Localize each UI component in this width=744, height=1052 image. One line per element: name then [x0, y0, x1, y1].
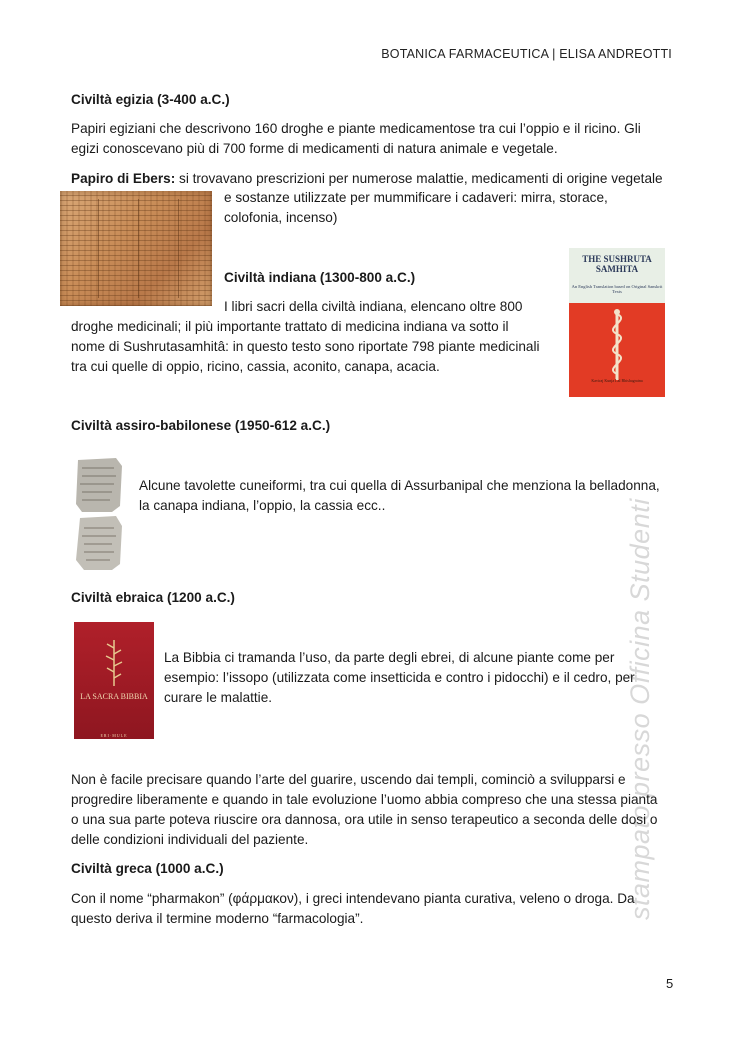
ebers-text: si trovavano prescrizioni per numerose malattie, medicamenti di origine vegetale [175, 171, 663, 186]
general-line-3: o una sua parte poteva riuscire ora dannosa, ora utile in senso terapeutico a seconda delle dosi o [71, 812, 658, 827]
page-header: BOTANICA FARMACEUTICA | ELISA ANDREOTTI [381, 47, 672, 61]
branch-icon [74, 622, 154, 739]
egizia-line-2: egizi conoscevano più di 700 forme di medicamenti di natura animale e vegetale. [71, 141, 558, 156]
bible-book-footer: ERI·MULE [100, 733, 128, 738]
indiana-line-1: I libri sacri della civiltà indiana, elencano oltre 800 [224, 299, 523, 314]
cuneiform-tablets-image [72, 456, 126, 572]
ebraica-line-2: esempio: l’issopo (utilizzata come insetticida e contro i pidocchi) e il cedro, per [164, 670, 635, 685]
section-title-indiana: Civiltà indiana (1300-800 a.C.) [224, 270, 416, 285]
indiana-line-2: droghe medicinali; il più importante trattato di medicina indiana va sotto il [71, 319, 509, 334]
general-line-2: progredire liberamente e quando in tale evoluzione l’uomo abbia compreso che una stessa pianta [71, 792, 658, 807]
sushruta-book-subtitle: An English Translation based on Original Sanskrit Texts [571, 284, 663, 294]
bible-book-cover [74, 622, 154, 739]
section-title-ebraica: Civiltà ebraica (1200 a.C.) [71, 590, 235, 605]
sushruta-book-author: Kaviraj Kunja Lal Bhishagratna [591, 378, 643, 383]
assiro-line-2: la canapa indiana, l’oppio, la cassia ecc.. [139, 498, 386, 513]
indiana-line-3: nome di Sushrutasamhitâ: in questo testo sono riportate 798 piante medicinali [71, 339, 540, 354]
papyrus-image [60, 191, 212, 306]
section-title-assiro: Civiltà assiro-babilonese (1950-612 a.C.) [71, 418, 331, 433]
general-line-1: Non è facile precisare quando l’arte del guarire, uscendo dai templi, cominciò a svilupparsi e [71, 772, 626, 787]
assiro-line-1: Alcune tavolette cuneiformi, tra cui quella di Assurbanipal che menziona la belladonna, [139, 478, 660, 493]
egizia-line-1: Papiri egiziani che descrivono 160 droghe e piante medicamentose tra cui l’oppio e il ricino. Gli [71, 121, 641, 136]
sushruta-book-cover [569, 248, 665, 397]
indiana-line-4: tra cui quelle di oppio, ricino, cassia, aconito, canapa, acacia. [71, 359, 440, 374]
section-title-greca: Civiltà greca (1000 a.C.) [71, 861, 224, 876]
watermark: stampato presso Officina Studenti [625, 498, 655, 920]
ebers-line-2: e sostanze utilizzate per mummificare i cadaveri: mirra, storace, [224, 190, 608, 205]
ebraica-line-3: curare le malattie. [164, 690, 273, 705]
ebers-label: Papiro di Ebers: [71, 171, 176, 186]
sushruta-book-title: THE SUSHRUTA SAMHITA [582, 254, 652, 274]
section-title-egizia: Civiltà egizia (3-400 a.C.) [71, 92, 230, 107]
greca-line-2: questo deriva il termine moderno “farmacologia”. [71, 911, 364, 926]
ebraica-line-1: La Bibbia ci tramanda l’uso, da parte degli ebrei, di alcune piante come per [164, 650, 615, 665]
bible-book-title: LA SACRA BIBBIA [80, 692, 148, 701]
greca-line-1: Con il nome “pharmakon” (φάρμακον), i greci intendevano pianta curativa, veleno o droga. Da [71, 891, 635, 906]
ebers-line-1 [71, 169, 663, 189]
ebers-line-3: colofonia, incenso) [224, 210, 338, 225]
page-number: 5 [666, 976, 674, 991]
general-line-4: delle condizioni individuali del paziente. [71, 832, 309, 847]
